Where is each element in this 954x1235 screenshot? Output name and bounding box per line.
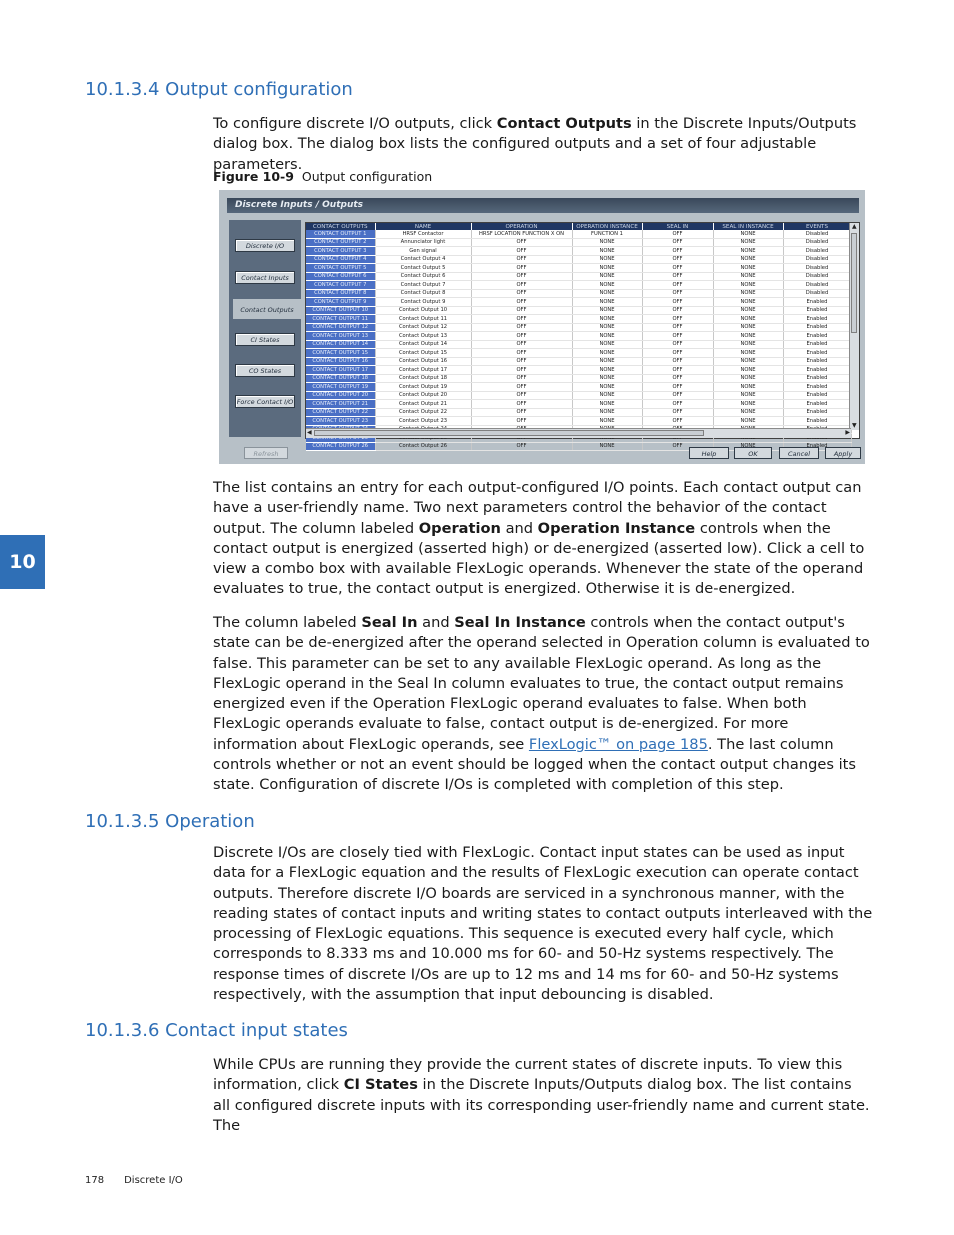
table-cell[interactable]: CONTACT OUTPUT 17 <box>306 366 375 375</box>
table-cell[interactable]: NONE <box>713 238 783 247</box>
table-cell[interactable]: NONE <box>572 306 642 315</box>
table-cell[interactable]: OFF <box>642 255 713 264</box>
table-cell[interactable]: FUNCTION 1 <box>572 230 642 238</box>
table-cell[interactable]: OFF <box>471 289 572 298</box>
table-cell[interactable]: OFF <box>642 247 713 256</box>
table-cell[interactable]: NONE <box>572 366 642 375</box>
table-cell[interactable]: NONE <box>572 255 642 264</box>
table-row[interactable] <box>306 332 851 341</box>
table-cell[interactable]: NONE <box>572 374 642 383</box>
table-cell[interactable]: CONTACT OUTPUT 19 <box>306 383 375 392</box>
table-cell[interactable]: NONE <box>572 281 642 290</box>
bold-term: Contact Outputs <box>496 115 632 132</box>
table-cell[interactable]: OFF <box>471 298 572 307</box>
table-cell[interactable]: OFF <box>642 408 713 417</box>
dialog-nav-pane <box>229 220 301 437</box>
table-cell[interactable]: Contact Output 6 <box>375 272 471 281</box>
table-cell[interactable]: OFF <box>471 349 572 358</box>
dialog-title: Discrete Inputs / Outputs <box>227 198 859 213</box>
table-cell[interactable]: Contact Output 11 <box>375 315 471 324</box>
table-cell[interactable]: NONE <box>713 357 783 366</box>
table-cell[interactable]: OFF <box>471 264 572 273</box>
table-cell[interactable]: NONE <box>572 264 642 273</box>
table-cell[interactable]: CONTACT OUTPUT 23 <box>306 417 375 426</box>
table-cell[interactable]: Disabled <box>783 255 851 264</box>
nav-contact-inputs-button[interactable]: Contact Inputs <box>235 271 295 284</box>
scroll-left-arrow-icon[interactable]: ◀ <box>307 429 312 436</box>
scroll-up-arrow-icon[interactable]: ▲ <box>852 223 857 230</box>
table-cell[interactable]: Enabled <box>783 357 851 366</box>
text: While CPUs are running they provide the current states of discrete inputs. To view this information, click <box>213 1056 843 1094</box>
table-row[interactable] <box>306 323 851 332</box>
table-cell[interactable]: Contact Output 5 <box>375 264 471 273</box>
table-cell[interactable]: NONE <box>713 298 783 307</box>
table-cell[interactable]: Contact Output 9 <box>375 298 471 307</box>
table-cell[interactable]: NONE <box>572 400 642 409</box>
table-cell[interactable]: OFF <box>642 306 713 315</box>
paragraph-operation-columns <box>213 478 873 600</box>
table-cell[interactable]: Disabled <box>783 238 851 247</box>
nav-discrete-io-button[interactable]: Discrete I/O <box>235 239 295 252</box>
table-row[interactable] <box>306 417 851 426</box>
table-cell[interactable]: CONTACT OUTPUT 26 <box>306 442 375 451</box>
text: in the Discrete Inputs/Outputs dialog box. The list contains all configured discrete inputs with its corresponding user-friendly name and current state. The <box>213 1076 870 1134</box>
text: The column labeled <box>213 614 362 631</box>
table-cell[interactable]: NONE <box>713 374 783 383</box>
table-cell[interactable]: Enabled <box>783 306 851 315</box>
table-cell[interactable]: CONTACT OUTPUT 20 <box>306 391 375 400</box>
table-cell[interactable]: CONTACT OUTPUT 22 <box>306 408 375 417</box>
table-cell[interactable]: Enabled <box>783 391 851 400</box>
table-cell[interactable]: CONTACT OUTPUT 8 <box>306 289 375 298</box>
paragraph-output-intro <box>213 114 873 175</box>
paragraph-seal-in-columns <box>213 613 873 796</box>
table-cell[interactable]: Disabled <box>783 247 851 256</box>
vertical-scroll-thumb[interactable] <box>851 233 857 333</box>
table-cell[interactable]: Disabled <box>783 272 851 281</box>
table-row[interactable] <box>306 247 851 256</box>
table-cell[interactable]: NONE <box>572 298 642 307</box>
bold-term: Seal In <box>361 614 418 631</box>
table-cell[interactable]: OFF <box>642 349 713 358</box>
table-cell[interactable]: OFF <box>471 400 572 409</box>
table-cell[interactable]: OFF <box>471 391 572 400</box>
table-cell[interactable]: OFF <box>642 374 713 383</box>
table-cell[interactable]: OFF <box>471 323 572 332</box>
table-cell[interactable]: NONE <box>572 272 642 281</box>
table-cell[interactable]: CONTACT OUTPUT 16 <box>306 357 375 366</box>
table-row[interactable] <box>306 289 851 298</box>
text: in the Discrete Inputs/Outputs dialog box. The dialog box lists the configured outputs and a set of four adjustable parameters. <box>213 115 857 173</box>
text: . The last column controls whether or not an event should be logged when the contact output changes its state. Configuration of discrete I/Os is completed with completion of this step. <box>213 735 856 794</box>
table-cell[interactable]: CONTACT OUTPUT 9 <box>306 298 375 307</box>
column-header[interactable]: OPERATION INSTANCE <box>572 223 642 230</box>
table-cell[interactable]: OFF <box>471 238 572 247</box>
table-cell[interactable]: NONE <box>713 349 783 358</box>
table-cell[interactable]: Contact Output 15 <box>375 349 471 358</box>
table-cell[interactable]: OFF <box>471 340 572 349</box>
table-cell[interactable]: NONE <box>713 332 783 341</box>
table-cell[interactable]: OFF <box>642 383 713 392</box>
table-cell[interactable]: OFF <box>471 306 572 315</box>
table-cell[interactable]: CONTACT OUTPUT 10 <box>306 306 375 315</box>
text: controls when the contact output's state can be de-energized after the operand selected in Operation column is evaluated to false. This parameter can be set to any available FlexLogic operand. As long as the FlexLogic operand in the Seal In column evaluates to true, the contact output remains energized even if the Operation FlexLogic operand evaluates to false. When both FlexLogic operands evaluate to false, contact output is de-energized. For more information about FlexLogic operands, see <box>213 614 870 753</box>
table-cell[interactable]: NONE <box>572 442 642 451</box>
table-cell[interactable]: Gen signal <box>375 247 471 256</box>
table-cell[interactable]: Contact Output 16 <box>375 357 471 366</box>
table-cell[interactable]: OFF <box>642 230 713 238</box>
section-heading-output-configuration: 10.1.3.4 Output configuration <box>85 79 353 100</box>
table-cell[interactable]: Enabled <box>783 400 851 409</box>
table-cell[interactable]: OFF <box>642 400 713 409</box>
ok-button[interactable]: OK <box>734 447 772 459</box>
table-cell[interactable]: NONE <box>713 400 783 409</box>
table-cell[interactable]: CONTACT OUTPUT 15 <box>306 349 375 358</box>
table-cell[interactable]: NONE <box>713 417 783 426</box>
section-heading-contact-input-states: 10.1.3.6 Contact input states <box>85 1020 348 1041</box>
table-row[interactable] <box>306 298 851 307</box>
bold-term: Operation Instance <box>537 519 696 537</box>
table-cell[interactable]: Contact Output 4 <box>375 255 471 264</box>
nav-contact-outputs-button[interactable]: Contact Outputs <box>233 299 301 319</box>
table-cell[interactable]: Contact Output 22 <box>375 408 471 417</box>
table-cell[interactable]: Contact Output 8 <box>375 289 471 298</box>
column-header[interactable]: OPERATION <box>471 223 572 230</box>
text: controls when the contact output is energized (asserted high) or de-energized (asserted low). Click a cell to view a combo box with available FlexLogic operands. Whenever the state of the operand evaluates to true, the contact output is energized. Otherwise it is de-energized. <box>213 519 865 598</box>
table-cell[interactable]: OFF <box>642 315 713 324</box>
table-cell[interactable]: CONTACT OUTPUT 14 <box>306 340 375 349</box>
table-header-row <box>306 223 851 230</box>
table-cell[interactable]: OFF <box>642 281 713 290</box>
table-cell[interactable]: Enabled <box>783 340 851 349</box>
page-footer <box>85 1175 183 1186</box>
table-cell[interactable]: Enabled <box>783 332 851 341</box>
table-cell[interactable]: NONE <box>572 323 642 332</box>
table-cell[interactable]: NONE <box>572 391 642 400</box>
table-cell[interactable]: NONE <box>713 255 783 264</box>
bold-term: Operation <box>418 519 501 537</box>
table-cell[interactable]: NONE <box>713 281 783 290</box>
table-cell[interactable]: NONE <box>713 272 783 281</box>
table-cell[interactable]: NONE <box>713 306 783 315</box>
table-cell[interactable]: NONE <box>572 383 642 392</box>
table-row[interactable] <box>306 272 851 281</box>
table-cell[interactable]: Enabled <box>783 383 851 392</box>
table-cell[interactable]: OFF <box>642 391 713 400</box>
table-cell[interactable]: Disabled <box>783 281 851 290</box>
table-cell[interactable]: Contact Output 26 <box>375 442 471 451</box>
table-cell[interactable]: NONE <box>713 391 783 400</box>
table-cell[interactable]: OFF <box>642 357 713 366</box>
horizontal-scroll-thumb[interactable] <box>314 430 704 436</box>
table-row[interactable] <box>306 306 851 315</box>
table-row[interactable] <box>306 357 851 366</box>
table-cell[interactable]: CONTACT OUTPUT 18 <box>306 374 375 383</box>
horizontal-scrollbar[interactable] <box>306 428 851 438</box>
paragraph-operation <box>213 843 873 1005</box>
table-cell[interactable]: Disabled <box>783 264 851 273</box>
table-cell[interactable]: Enabled <box>783 417 851 426</box>
table-row[interactable] <box>306 400 851 409</box>
table-cell[interactable]: OFF <box>471 408 572 417</box>
table-cell[interactable]: Contact Output 10 <box>375 306 471 315</box>
table-cell[interactable]: Enabled <box>783 408 851 417</box>
table-cell[interactable]: Contact Output 19 <box>375 383 471 392</box>
table-cell[interactable]: NONE <box>713 366 783 375</box>
table-cell[interactable]: NONE <box>572 417 642 426</box>
chapter-tab: 10 <box>0 535 45 589</box>
table-cell[interactable]: CONTACT OUTPUT 2 <box>306 238 375 247</box>
figure-caption-text: Output configuration <box>301 169 433 184</box>
table-cell[interactable]: Disabled <box>783 289 851 298</box>
table-cell[interactable]: NONE <box>713 408 783 417</box>
table-row[interactable] <box>306 349 851 358</box>
table-cell[interactable]: OFF <box>471 383 572 392</box>
table-row[interactable] <box>306 281 851 290</box>
figure-caption <box>213 169 432 184</box>
table-cell[interactable]: Enabled <box>783 366 851 375</box>
table-row[interactable] <box>306 391 851 400</box>
text: To configure discrete I/O outputs, click <box>213 115 497 132</box>
table-cell[interactable]: Enabled <box>783 315 851 324</box>
table-cell[interactable]: OFF <box>471 417 572 426</box>
table-cell[interactable]: OFF <box>642 298 713 307</box>
contact-outputs-grid[interactable] <box>305 222 860 450</box>
table-row[interactable] <box>306 340 851 349</box>
table-cell[interactable]: OFF <box>471 366 572 375</box>
table-cell[interactable]: NONE <box>713 247 783 256</box>
table-cell[interactable]: HRSF Contactor <box>375 230 471 238</box>
table-cell[interactable]: NONE <box>572 408 642 417</box>
table-cell[interactable]: NONE <box>713 323 783 332</box>
table-cell[interactable]: NONE <box>713 383 783 392</box>
table-cell[interactable]: CONTACT OUTPUT 11 <box>306 315 375 324</box>
table-cell[interactable]: NONE <box>572 238 642 247</box>
table-cell[interactable]: NONE <box>713 230 783 238</box>
table-cell[interactable]: OFF <box>642 366 713 375</box>
column-header[interactable]: SEAL IN <box>642 223 713 230</box>
table-cell[interactable]: OFF <box>642 323 713 332</box>
table-row[interactable] <box>306 315 851 324</box>
table-row[interactable] <box>306 366 851 375</box>
column-header[interactable]: CONTACT OUTPUTS <box>306 223 375 230</box>
table-row[interactable] <box>306 408 851 417</box>
table-cell[interactable]: NONE <box>572 289 642 298</box>
table-cell[interactable]: CONTACT OUTPUT 6 <box>306 272 375 281</box>
table-cell[interactable]: OFF <box>471 332 572 341</box>
table-cell[interactable]: CONTACT OUTPUT 3 <box>306 247 375 256</box>
table-row[interactable] <box>306 238 851 247</box>
nav-force-contact-io-button[interactable]: Force Contact I/O <box>235 395 295 408</box>
footer-section-title: Discrete I/O <box>124 1175 183 1186</box>
scroll-down-arrow-icon[interactable]: ▼ <box>852 422 857 429</box>
page-number: 178 <box>85 1175 105 1186</box>
table-cell[interactable]: CONTACT OUTPUT 4 <box>306 255 375 264</box>
table-cell[interactable]: CONTACT OUTPUT 13 <box>306 332 375 341</box>
text: The list contains an entry for each output-configured I/O points. Each contact output can have a user-friendly name. Two next parameters control the behavior of the contact output. The column labeled <box>213 479 862 537</box>
column-header[interactable]: NAME <box>375 223 471 230</box>
table-cell[interactable]: Disabled <box>783 230 851 238</box>
text: and <box>500 519 538 537</box>
table-cell[interactable]: Enabled <box>783 374 851 383</box>
table-cell[interactable]: OFF <box>642 417 713 426</box>
table-cell[interactable]: CONTACT OUTPUT 21 <box>306 400 375 409</box>
table-cell[interactable]: OFF <box>471 247 572 256</box>
bold-term: Seal In Instance <box>454 614 586 631</box>
nav-co-states-button[interactable]: CO States <box>235 364 295 377</box>
table-cell[interactable]: Enabled <box>783 298 851 307</box>
table-cell[interactable]: NONE <box>572 349 642 358</box>
nav-ci-states-button[interactable]: CI States <box>235 333 295 346</box>
vertical-scrollbar[interactable] <box>849 223 859 430</box>
table-cell[interactable]: Contact Output 23 <box>375 417 471 426</box>
section-heading-operation: 10.1.3.5 Operation <box>85 811 255 832</box>
table-cell[interactable]: NONE <box>572 357 642 366</box>
table-cell[interactable]: OFF <box>471 255 572 264</box>
table-cell[interactable]: Contact Output 20 <box>375 391 471 400</box>
table-cell[interactable]: Enabled <box>783 323 851 332</box>
table-cell[interactable]: Enabled <box>783 349 851 358</box>
table-cell[interactable]: NONE <box>713 264 783 273</box>
table-cell[interactable]: OFF <box>642 332 713 341</box>
contact-outputs-table <box>306 223 852 451</box>
table-row[interactable] <box>306 255 851 264</box>
table-cell[interactable]: OFF <box>471 374 572 383</box>
table-cell[interactable]: Contact Output 12 <box>375 323 471 332</box>
table-cell[interactable]: Annunciator light <box>375 238 471 247</box>
table-cell[interactable]: CONTACT OUTPUT 12 <box>306 323 375 332</box>
table-cell[interactable]: NONE <box>713 289 783 298</box>
help-button[interactable]: Help <box>689 447 729 459</box>
table-cell[interactable]: Contact Output 7 <box>375 281 471 290</box>
table-row[interactable] <box>306 383 851 392</box>
table-cell[interactable]: OFF <box>642 238 713 247</box>
table-cell[interactable]: NONE <box>572 315 642 324</box>
table-cell[interactable]: OFF <box>642 340 713 349</box>
flexlogic-page-link[interactable]: FlexLogic™ on page 185 <box>528 735 708 753</box>
bold-term: CI States <box>343 1076 418 1094</box>
figure-label: Figure 10-9 <box>213 169 294 184</box>
scroll-right-arrow-icon[interactable]: ▶ <box>845 429 850 436</box>
table-cell[interactable]: NONE <box>572 340 642 349</box>
table-row[interactable] <box>306 264 851 273</box>
table-cell[interactable]: Contact Output 18 <box>375 374 471 383</box>
text: and <box>417 614 455 631</box>
column-header[interactable]: EVENTS <box>783 223 851 230</box>
table-cell[interactable]: OFF <box>642 272 713 281</box>
table-cell[interactable]: CONTACT OUTPUT 5 <box>306 264 375 273</box>
table-cell[interactable]: NONE <box>713 315 783 324</box>
table-cell[interactable]: OFF <box>471 281 572 290</box>
table-cell[interactable]: NONE <box>713 340 783 349</box>
column-header[interactable]: SEAL IN INSTANCE <box>713 223 783 230</box>
table-cell[interactable]: Contact Output 13 <box>375 332 471 341</box>
table-cell[interactable]: OFF <box>642 289 713 298</box>
table-cell[interactable]: Contact Output 14 <box>375 340 471 349</box>
table-cell[interactable]: OFF <box>471 272 572 281</box>
table-cell[interactable]: OFF <box>471 442 572 451</box>
table-row[interactable] <box>306 374 851 383</box>
table-cell[interactable]: OFF <box>642 264 713 273</box>
table-cell[interactable]: CONTACT OUTPUT 7 <box>306 281 375 290</box>
table-cell[interactable]: Contact Output 17 <box>375 366 471 375</box>
text: Discrete I/Os are closely tied with FlexLogic. Contact input states can be used as input data for a FlexLogic equation and the results of FlexLogic execution can operate contact outputs. Therefore discrete I/O boards are serviced in a synchronous manner, with the reading states of contact inputs and writing states to contact outputs interleaved with the processing of FlexLogic equations. This sequence is executed every half cycle, which corresponds to 8.333 ms and 10.000 ms for 60- and 50-Hz systems respectively. The response times of discrete I/Os are up to 12 ms and 14 ms for 60- and 50-Hz systems respectively, with the assumption that input debouncing is disabled. <box>213 844 873 1004</box>
table-cell[interactable]: OFF <box>471 357 572 366</box>
table-cell[interactable]: NONE <box>572 247 642 256</box>
discrete-io-dialog-screenshot <box>219 190 865 464</box>
table-cell[interactable]: HRSF LOCATION FUNCTION X ON <box>471 230 572 238</box>
refresh-button[interactable]: Refresh <box>244 447 288 459</box>
table-cell[interactable]: NONE <box>572 332 642 341</box>
table-cell[interactable]: CONTACT OUTPUT 1 <box>306 230 375 238</box>
table-cell[interactable]: OFF <box>642 442 713 451</box>
table-cell[interactable]: OFF <box>471 315 572 324</box>
cancel-button[interactable]: Cancel <box>779 447 819 459</box>
table-row[interactable] <box>306 230 851 238</box>
apply-button[interactable]: Apply <box>825 447 861 459</box>
table-cell[interactable]: Contact Output 21 <box>375 400 471 409</box>
paragraph-contact-input-states <box>213 1055 873 1136</box>
